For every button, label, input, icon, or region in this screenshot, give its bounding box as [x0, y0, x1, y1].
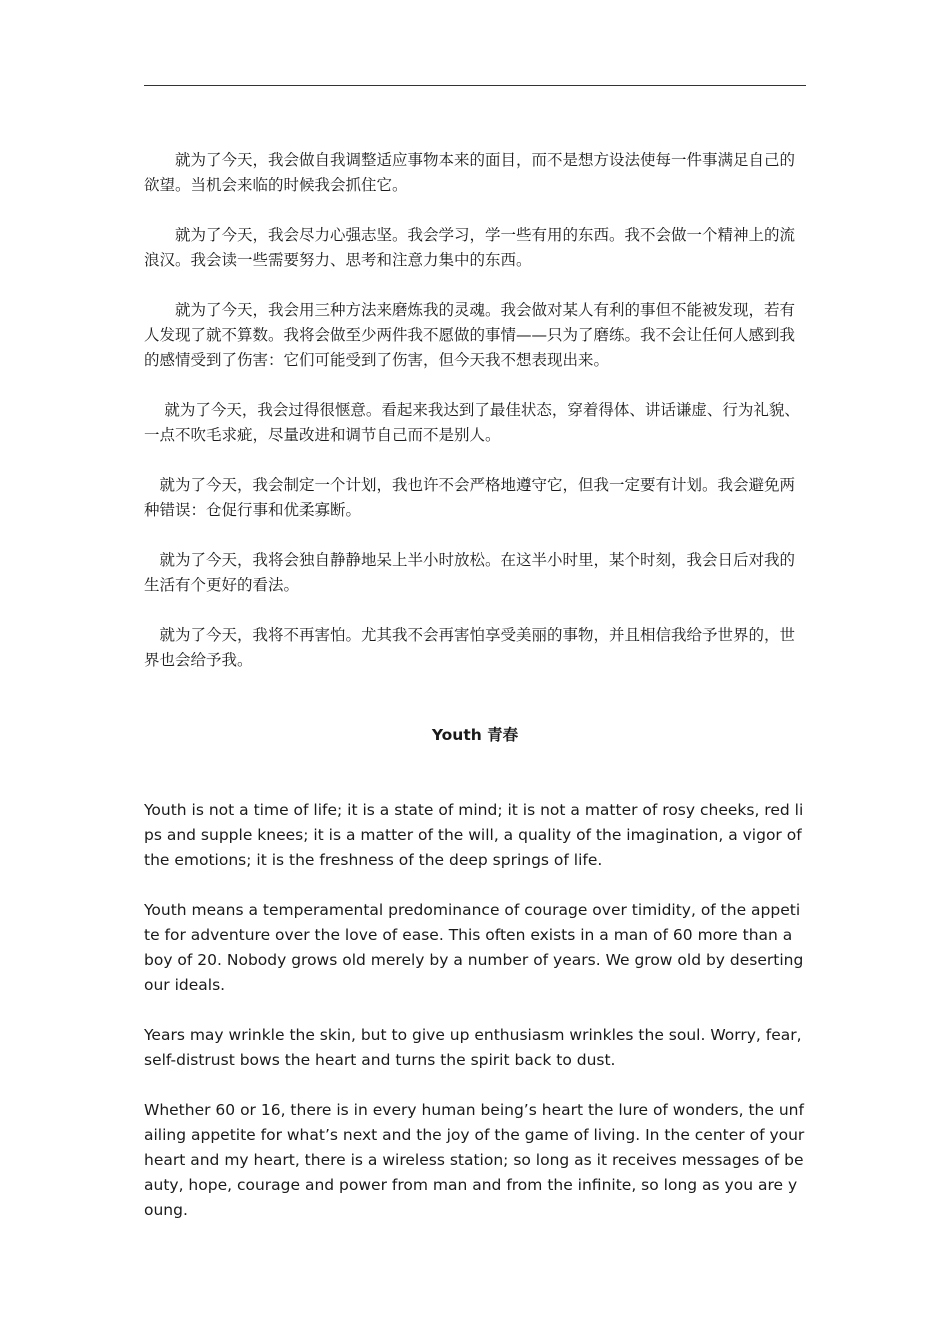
english-paragraph-4: Whether 60 or 16, there is in every human being’s heart the lure of wonders, the unfailing appetite for what’s next and the joy of the game of living. In the center of your heart and my heart, there is a wireless station; so long as it receives messages of beauty, hope, courage and power from man and from the infinite, so long as you are young.	[144, 1101, 805, 1219]
chinese-paragraph-3: 就为了今天，我会用三种方法来磨炼我的灵魂。我会做对某人有利的事但不能被发现，若有人发现了就不算数。我将会做至少两件我不愿做的事情——只为了磨练。我不会让任何人感到我的感情受到了伤害：它们可能受到了伤害，但今天我不想表现出来。	[144, 301, 796, 369]
chinese-paragraph-1: 就为了今天，我会做自我调整适应事物本来的面目，而不是想方设法使每一件事满足自己的欲望。当机会来临的时候我会抓住它。	[144, 151, 796, 194]
document-body	[144, 148, 806, 1248]
section-title: Youth 青春	[431, 726, 519, 744]
english-paragraph-1: Youth is not a time of life; it is a state of mind; it is not a matter of rosy cheeks, red lips and supple knees; it is a matter of the will, a quality of the imagination, a vigor of the emotions; it is the freshness of the deep springs of life.	[144, 801, 804, 869]
chinese-paragraph-7: 就为了今天，我将不再害怕。尤其我不会再害怕享受美丽的事物，并且相信我给予世界的，世界也会给予我。	[144, 626, 796, 669]
chinese-paragraph-5: 就为了今天，我会制定一个计划，我也许不会严格地遵守它，但我一定要有计划。我会避免两种错误：仓促行事和优柔寡断。	[144, 476, 796, 519]
english-paragraph-3: Years may wrinkle the skin, but to give up enthusiasm wrinkles the soul. Worry, fear, self-distrust bows the heart and turns the spirit back to dust.	[144, 1026, 802, 1069]
chinese-paragraph-2: 就为了今天，我会尽力心强志坚。我会学习，学一些有用的东西。我不会做一个精神上的流浪汉。我会读一些需要努力、思考和注意力集中的东西。	[144, 226, 796, 269]
chinese-paragraph-6: 就为了今天，我将会独自静静地呆上半小时放松。在这半小时里，某个时刻，我会日后对我的生活有个更好的看法。	[144, 551, 796, 594]
chinese-paragraph-4: 就为了今天，我会过得很惬意。看起来我达到了最佳状态，穿着得体、讲话谦虚、行为礼貌、一点不吹毛求疵，尽量改进和调节自己而不是别人。	[144, 401, 800, 444]
header-rule	[144, 85, 806, 86]
english-paragraph-2: Youth means a temperamental predominance of courage over timidity, of the appetite for adventure over the love of ease. This often exists in a man of 60 more than a boy of 20. Nobody grows old merely by a number of years. We grow old by deserting our ideals.	[144, 901, 804, 994]
